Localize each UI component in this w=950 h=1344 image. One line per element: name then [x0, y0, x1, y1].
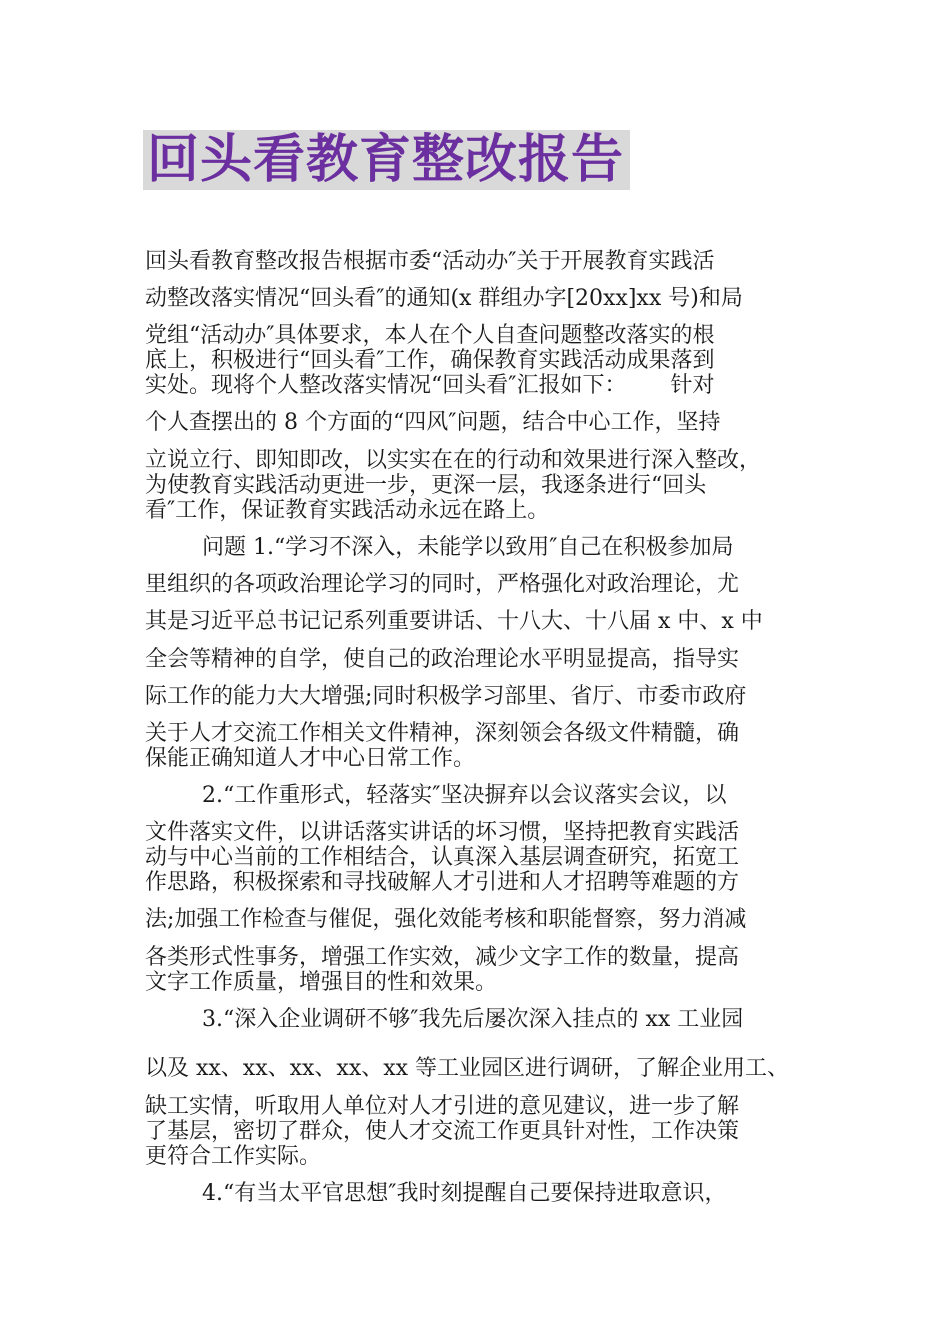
paragraph-line: 个人查摆出的 8 个方面的“四风″问题，结合中心工作，坚持	[145, 410, 721, 435]
paragraph-line: 4.“有当太平官思想″我时刻提醒自己要保持进取意识，	[202, 1181, 727, 1206]
paragraph-line: 里组织的各项政治理论学习的同时，严格强化对政治理论，尤	[145, 572, 740, 597]
paragraph-line: 更符合工作实际。	[145, 1144, 322, 1169]
paragraph-line: 立说立行、即知即改，以实实在在的行动和效果进行深入整改，	[145, 448, 762, 473]
paragraph-line: 全会等精神的自学，使自己的政治理论水平明显提高，指导实	[145, 647, 740, 672]
paragraph-line: 3.“深入企业调研不够″我先后屡次深入挂点的 xx 工业园	[202, 1007, 744, 1032]
paragraph-line: 2.“工作重形式，轻落实″坚决摒弃以会议落实会议，以	[202, 783, 727, 808]
paragraph-line: 党组“活动办″具体要求，本人在个人自查问题整改落实的根	[145, 323, 715, 348]
paragraph-line: 问题 1.“学习不深入，未能学以致用″自己在积极参加局	[202, 535, 734, 560]
paragraph-line: 回头看教育整改报告根据市委“活动办″关于开展教育实践活	[145, 249, 715, 274]
paragraph-line: 保能正确知道人才中心日常工作。	[145, 746, 476, 771]
paragraph-line: 为使教育实践活动更进一步，更深一层，我逐条进行“回头	[145, 473, 707, 498]
paragraph-line: 法;加强工作检查与催促，强化效能考核和职能督察，努力消减	[145, 907, 747, 932]
title-highlight	[143, 130, 630, 190]
paragraph-line: 文件落实文件，以讲话落实讲话的坏习惯，坚持把教育实践活	[145, 820, 740, 845]
page-title: 回头看教育整改报告	[147, 130, 625, 190]
paragraph-line: 看″工作，保证教育实践活动永远在路上。	[145, 498, 550, 523]
paragraph-line: 关于人才交流工作相关文件精神，深刻领会各级文件精髓，确	[145, 721, 740, 746]
paragraph-line: 动与中心当前的工作相结合，认真深入基层调查研究，拓宽工	[145, 845, 740, 870]
paragraph-line: 作思路，积极探索和寻找破解人才引进和人才招聘等难题的方	[145, 870, 740, 895]
paragraph-line-text: 针对	[670, 373, 715, 398]
paragraph-line: 缺工实情，听取用人单位对人才引进的意见建议，进一步了解	[145, 1094, 740, 1119]
paragraph-line: 动整改落实情况“回头看″的通知(x 群组办字[20xx]xx 号)和局	[145, 286, 743, 311]
paragraph-line	[145, 373, 714, 399]
paragraph-line: 以及 xx、xx、xx、xx、xx 等工业园区进行调研，了解企业用工、	[145, 1056, 790, 1081]
paragraph-line: 文字工作质量，增强目的性和效果。	[145, 970, 498, 995]
paragraph-line: 各类形式性事务，增强工作实效，减少文字工作的数量，提高	[145, 945, 740, 970]
paragraph-line: 际工作的能力大大增强;同时积极学习部里、省厅、市委市政府	[145, 684, 747, 709]
paragraph-line: 其是习近平总书记记系列重要讲话、十八大、十八届 x 中、x 中	[145, 609, 763, 634]
paragraph-line-text: 实处。现将个人整改落实情况“回头看″汇报如下：	[145, 373, 627, 398]
paragraph-line: 了基层，密切了群众，使人才交流工作更具针对性，工作决策	[145, 1119, 740, 1144]
paragraph-line: 底上，积极进行“回头看″工作，确保教育实践活动成果落到	[145, 348, 715, 373]
